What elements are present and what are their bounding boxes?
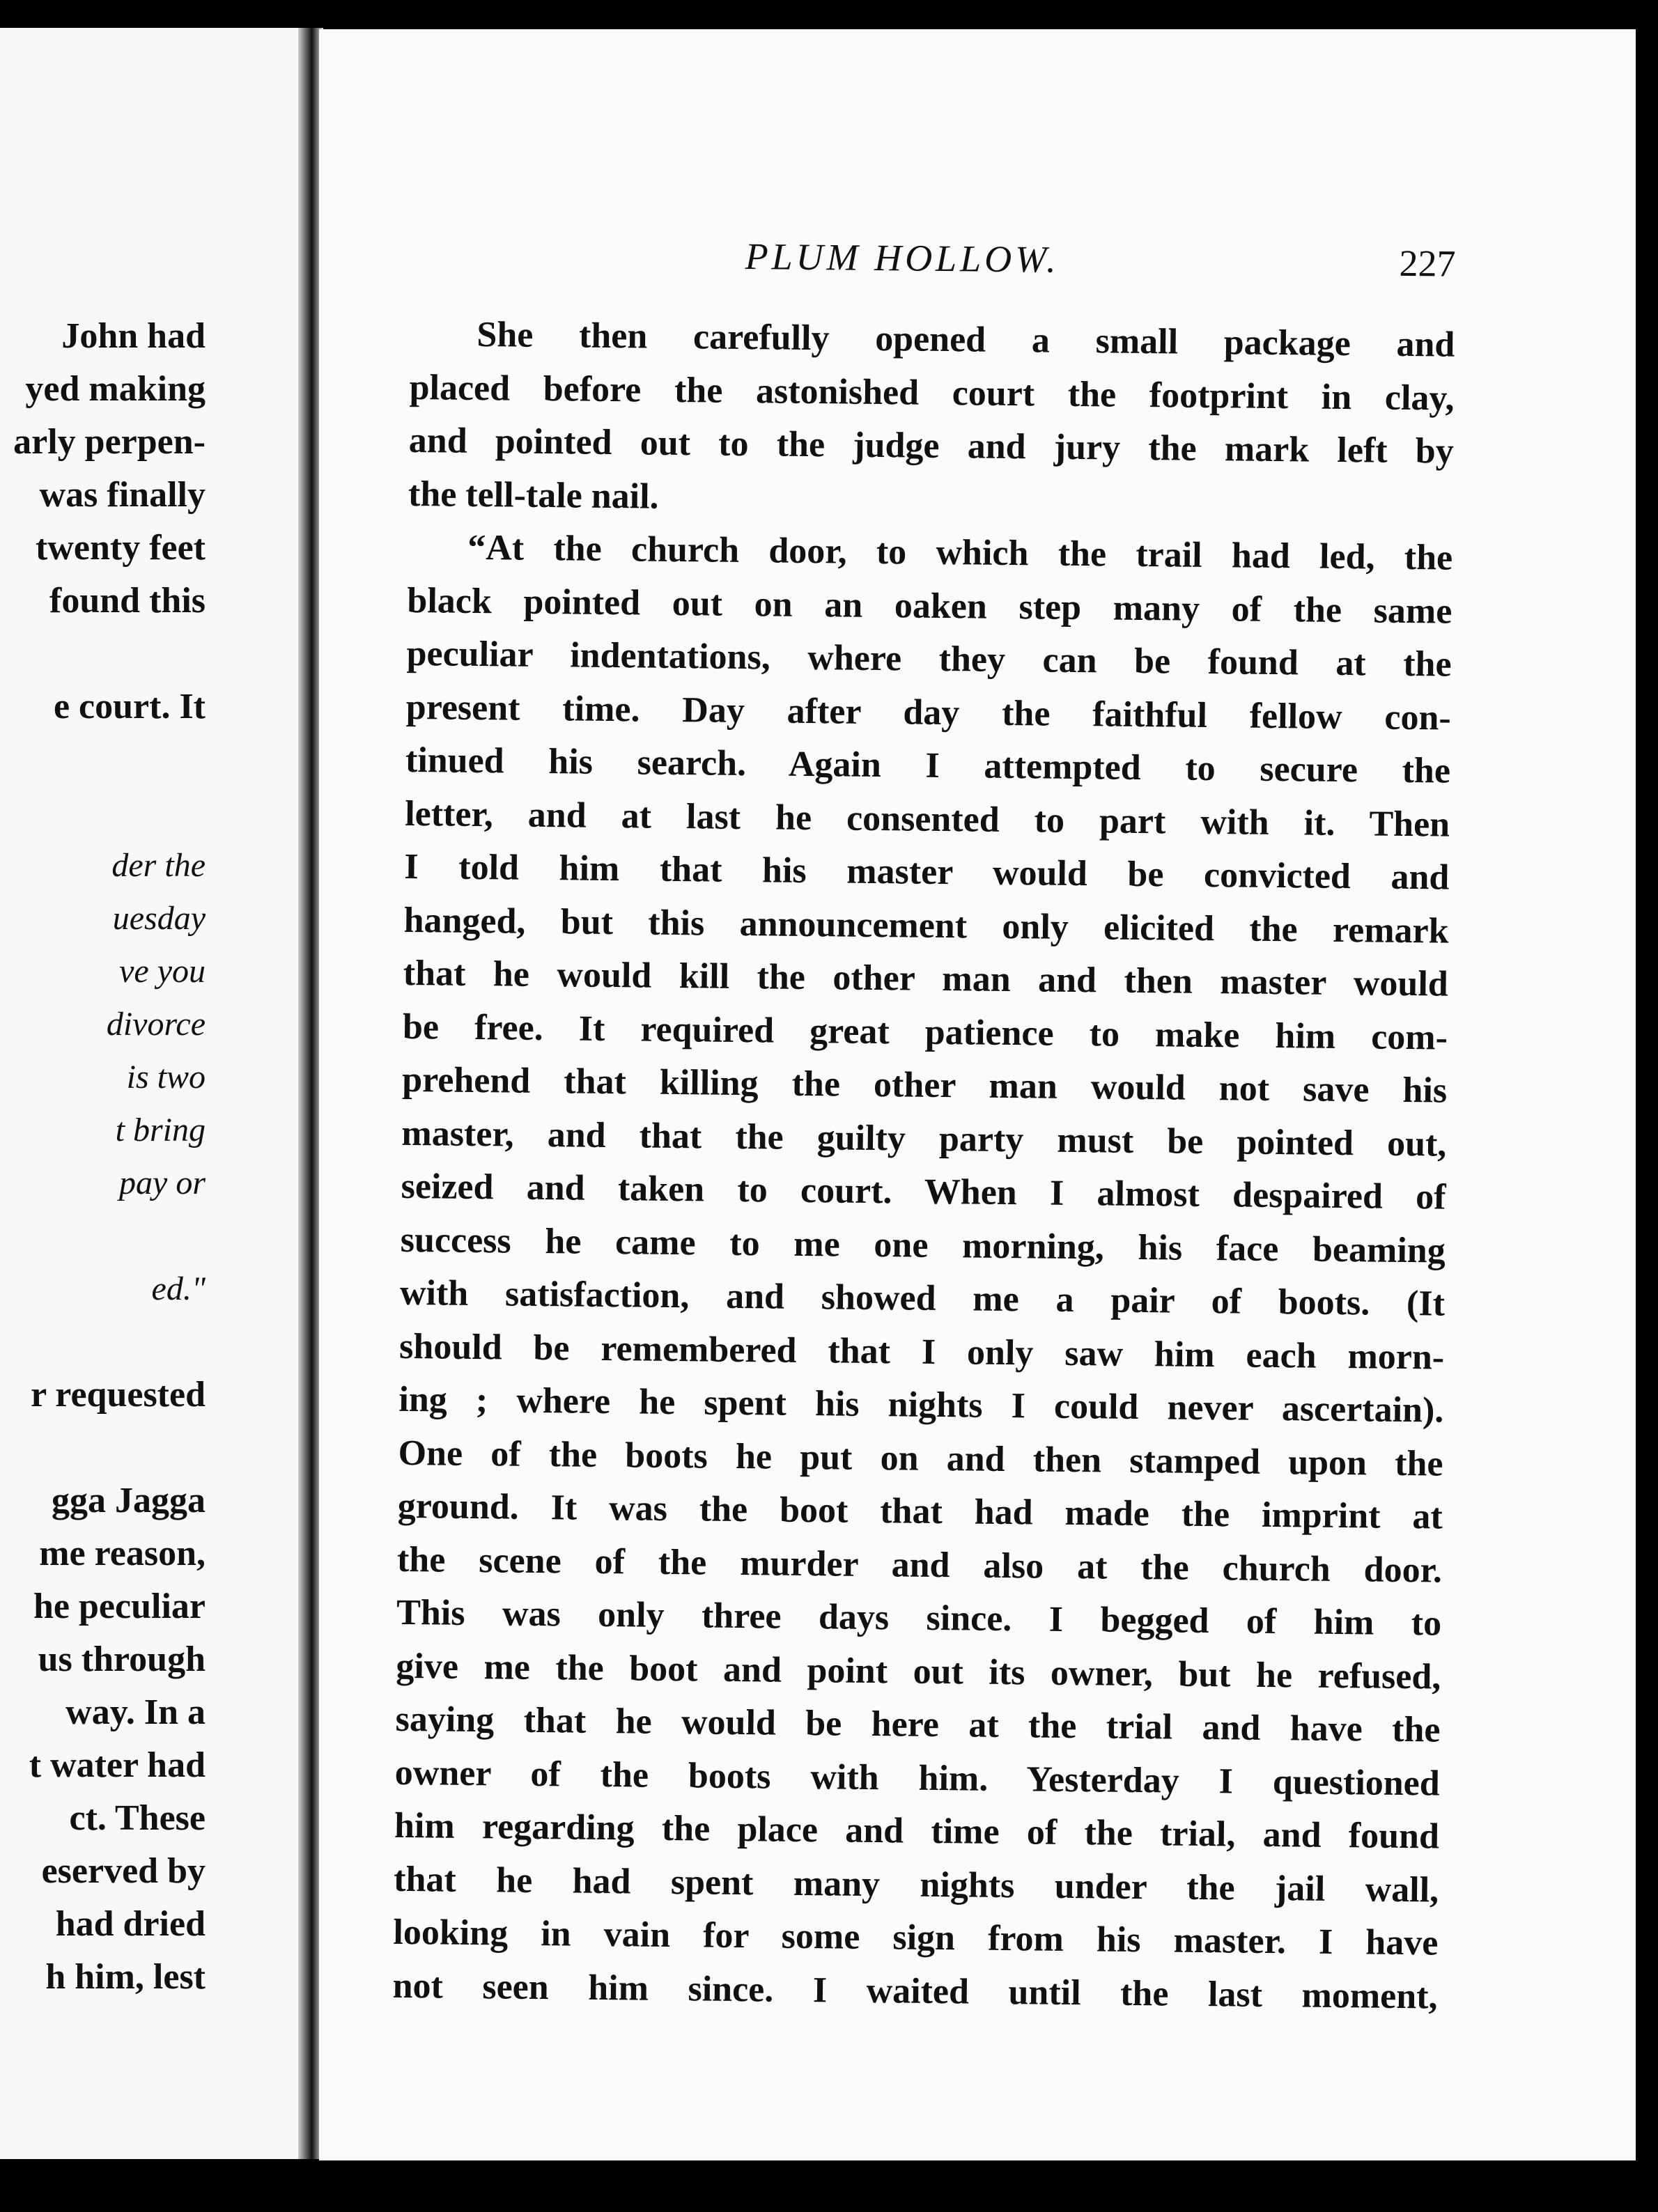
text-line: that he would kill the other man and then master would <box>403 953 1449 1004</box>
left-page-line: t bring <box>115 1112 206 1148</box>
left-page-text <box>0 310 206 2004</box>
text-line: the scene of the murder and also at the church door. <box>396 1539 1443 1591</box>
text-line: hanged, but this announcement only elicited the remark <box>403 900 1449 951</box>
text-line: should be remembered that I only saw him each morn- <box>398 1326 1445 1378</box>
left-page-line: found this <box>49 581 206 621</box>
left-page-line: ed." <box>151 1270 206 1307</box>
left-page-line <box>0 1422 206 1474</box>
left-page-line: ct. These <box>69 1798 206 1838</box>
text-line: master, and that the guilty party must be pointed out, <box>401 1113 1447 1165</box>
left-page-line <box>0 1316 206 1369</box>
left-page-line: was finally <box>39 475 206 515</box>
right-page <box>319 29 1636 2160</box>
text-line: seized and taken to court. When I almost despaired of <box>401 1166 1446 1217</box>
text-line: present time. Day after day the faithful fellow con- <box>405 687 1452 738</box>
left-page-line: way. In a <box>65 1692 206 1732</box>
text-line: black pointed out on an oaken step many of the same <box>407 580 1452 632</box>
text-line: that he had spent many nights under the jail wall, <box>393 1859 1439 1910</box>
text-line: him regarding the place and time of the trial, and found <box>394 1805 1440 1857</box>
text-line: ing ; where he spent his nights I could never ascertain). <box>398 1379 1444 1431</box>
left-page-line: e court. It <box>53 687 206 726</box>
left-page-line: arly perpen- <box>13 422 206 462</box>
left-page-line: he peculiar <box>33 1587 206 1626</box>
text-line: the tell-tale nail. <box>408 474 659 517</box>
running-header-title: PLUM HOLLOW. <box>745 235 1060 281</box>
left-page-line: der the <box>111 847 206 884</box>
left-page-line: yed making <box>25 369 206 409</box>
left-page-line: t water had <box>29 1745 206 1785</box>
text-line: with satisfaction, and showed me a pair of boots. (It <box>399 1272 1446 1324</box>
text-line: saying that he would be here at the trial and have the <box>395 1699 1441 1750</box>
left-page-line: twenty feet <box>36 528 206 568</box>
left-page-line <box>0 733 206 786</box>
text-line: prehend that killing the other man would not save his <box>401 1059 1448 1111</box>
left-page-line: John had <box>61 316 206 356</box>
text-line: and pointed out to the judge and jury the mark left by <box>408 420 1455 472</box>
page-body <box>392 231 1456 2024</box>
left-page-line: is two <box>126 1059 206 1096</box>
text-line: give me the boot and point out its owner, but he refused, <box>396 1646 1441 1697</box>
text-line: I told him that his master would be convicted and <box>404 846 1450 898</box>
left-page-line: divorce <box>106 1006 206 1043</box>
text-line: letter, and at last he consented to part with it. Then <box>404 793 1450 845</box>
body-text <box>392 308 1455 2024</box>
text-line: owner of the boots with him. Yesterday I questioned <box>394 1752 1441 1804</box>
left-page-fragment <box>0 28 307 2159</box>
running-header <box>410 231 1456 319</box>
left-page-line: us through <box>38 1639 206 1679</box>
left-page-line: h him, lest <box>45 1957 206 1997</box>
text-line: looking in vain for some sign from his master. I have <box>393 1912 1439 1963</box>
left-page-line: ve you <box>119 953 206 990</box>
left-page-line: pay or <box>119 1165 206 1201</box>
left-page-line: gga Jagga <box>52 1481 206 1520</box>
page-number: 227 <box>1399 242 1456 285</box>
text-line: This was only three days since. I begged of him to <box>396 1592 1442 1644</box>
text-line: be free. It required great patience to make him com- <box>402 1006 1448 1058</box>
left-page-line: r requested <box>31 1375 206 1415</box>
left-page-line: eserved by <box>41 1851 206 1891</box>
left-page-line <box>0 786 206 839</box>
left-page-line <box>0 1210 206 1263</box>
text-line: One of the boots he put on and then stamped upon the <box>398 1433 1443 1484</box>
text-line: placed before the astonished court the footprint in clay, <box>409 367 1455 419</box>
text-line: “At the church door, to which the trail had led, the <box>467 527 1453 578</box>
text-line: success he came to me one morning, his face beaming <box>400 1220 1446 1271</box>
left-page-line <box>0 628 206 680</box>
text-line: peculiar indentations, where they can be found at the <box>406 633 1452 685</box>
text-line: ground. It was the boot that had made the imprint at <box>397 1486 1443 1537</box>
left-page-line: had dried <box>55 1904 206 1944</box>
left-page-line: me reason, <box>39 1534 206 1573</box>
text-line: She then carefully opened a small package and <box>477 314 1455 365</box>
left-page-line: uesday <box>112 900 206 937</box>
text-line: not seen him since. I waited until the last moment, <box>392 1965 1438 2017</box>
text-line: tinued his search. Again I attempted to secure the <box>405 740 1451 791</box>
